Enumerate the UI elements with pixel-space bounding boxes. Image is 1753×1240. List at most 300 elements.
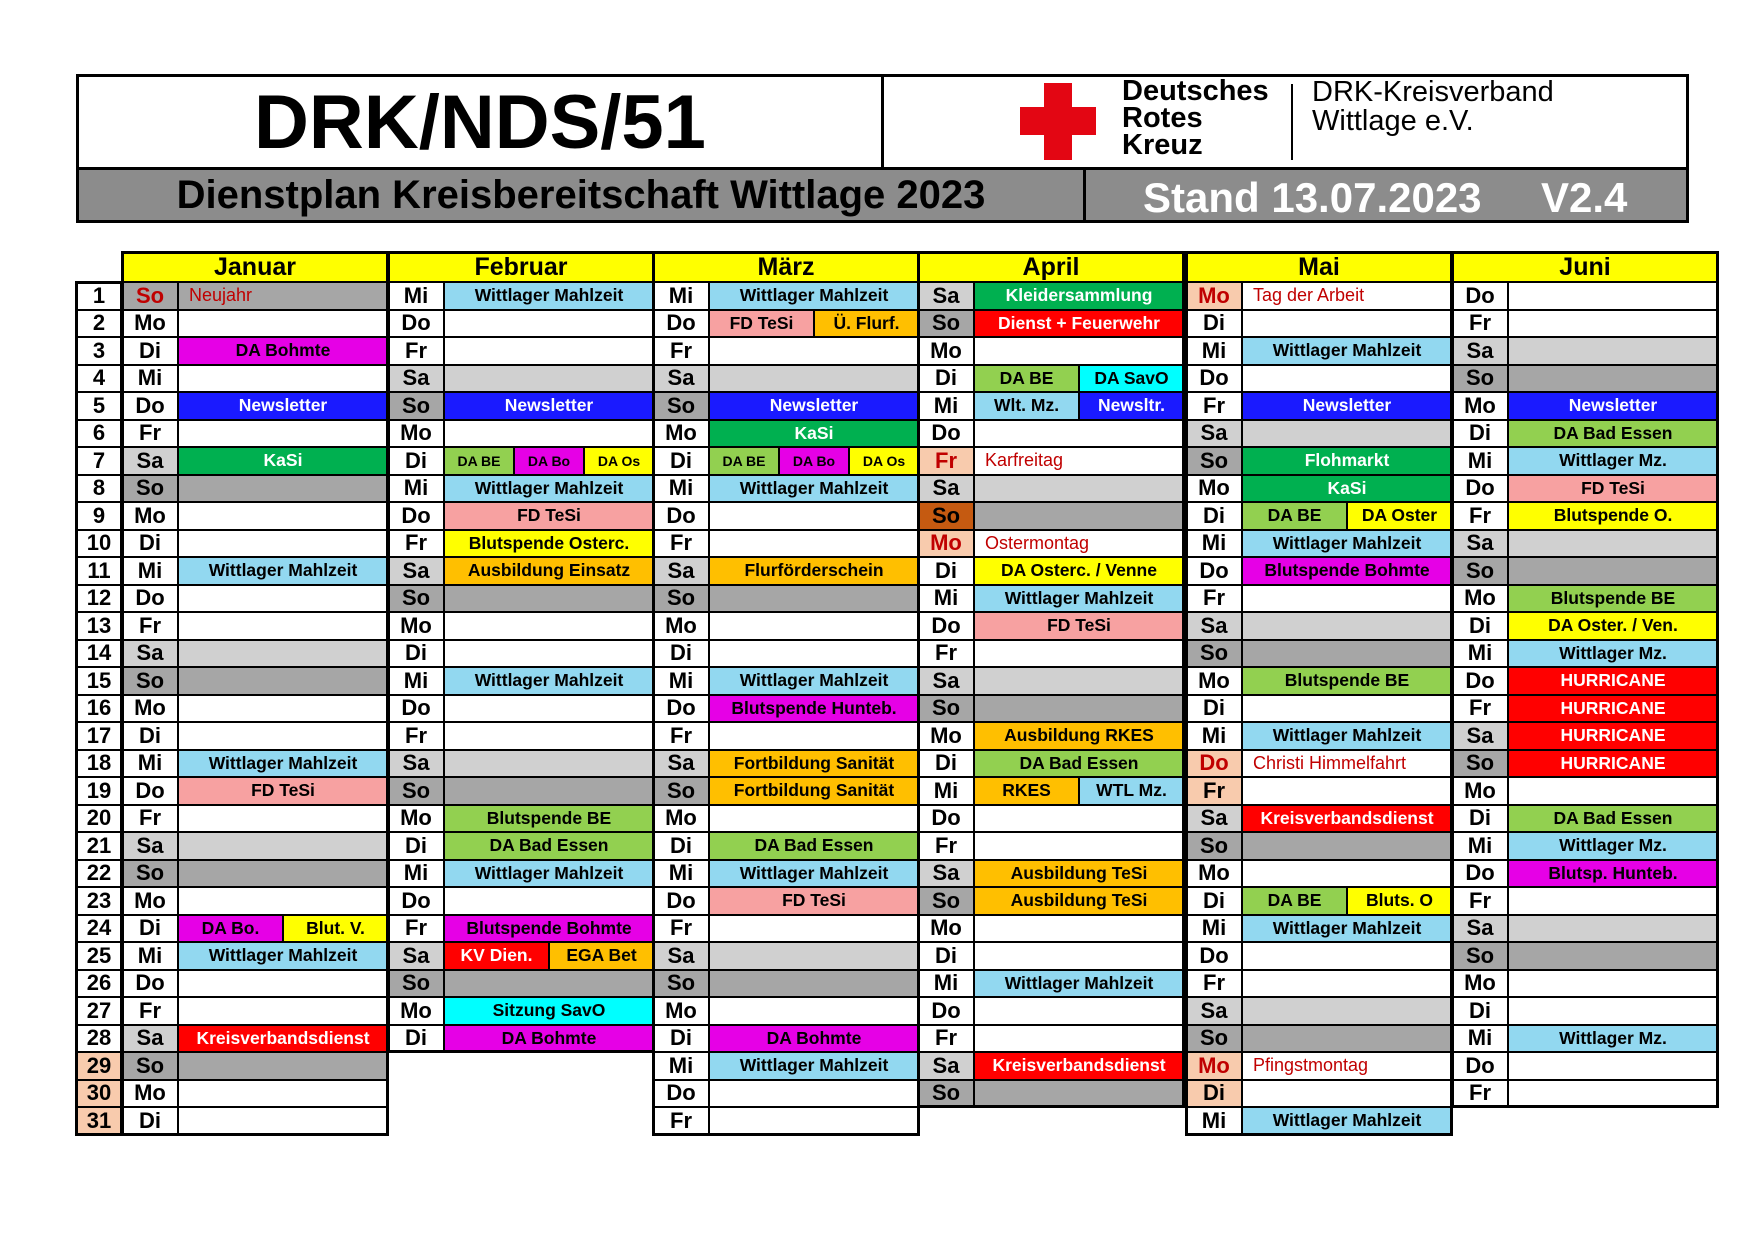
event-cell: Wittlager Mahlzeit	[444, 475, 654, 503]
weekday-cell: Sa	[653, 750, 709, 778]
event-cell-empty	[444, 640, 654, 668]
event-cell: Wittlager Mahlzeit	[178, 557, 388, 585]
day-number: 24	[76, 915, 122, 943]
event-cell: FD TeSi	[1508, 475, 1718, 503]
event-cell: Ausbildung TeSi	[974, 887, 1184, 915]
weekday-cell: Di	[1452, 997, 1508, 1025]
event-cell-empty	[974, 1080, 1184, 1108]
weekday-cell: Sa	[918, 860, 974, 888]
event-cell-empty	[1508, 557, 1718, 585]
event-cell-empty	[1508, 942, 1718, 970]
weekday-cell: So	[653, 970, 709, 998]
event-cell-empty	[444, 695, 654, 723]
event-cell: Newsltr.	[1079, 392, 1184, 420]
weekday-cell: Fr	[122, 997, 178, 1025]
event-cell: Wittlager Mahlzeit	[709, 282, 919, 310]
weekday-cell: Do	[1452, 1052, 1508, 1080]
event-cell-empty	[974, 832, 1184, 860]
weekday-cell: So	[388, 970, 444, 998]
weekday-cell: Do	[1186, 557, 1242, 585]
weekday-cell: Fr	[1452, 695, 1508, 723]
weekday-cell: Di	[1452, 420, 1508, 448]
month-header: Mai	[1186, 252, 1452, 282]
event-cell-empty	[178, 475, 388, 503]
event-cell: Newsletter	[709, 392, 919, 420]
weekday-cell: Mo	[918, 337, 974, 365]
event-cell: DA Osterc. / Venne	[974, 557, 1184, 585]
event-cell: Newsletter	[1508, 392, 1718, 420]
event-cell-empty	[178, 667, 388, 695]
weekday-cell: Do	[653, 502, 709, 530]
weekday-cell: Mo	[388, 805, 444, 833]
weekday-cell: Mo	[122, 695, 178, 723]
day-number: 16	[76, 695, 122, 723]
weekday-cell: Mi	[122, 365, 178, 393]
day-number: 10	[76, 530, 122, 558]
day-number: 11	[76, 557, 122, 585]
event-cell-empty	[1242, 860, 1452, 888]
weekday-cell: Di	[122, 1107, 178, 1135]
month-header: Juni	[1452, 252, 1718, 282]
weekday-cell: So	[1186, 832, 1242, 860]
event-cell: DA Bo	[514, 447, 584, 475]
weekday-cell: Di	[388, 447, 444, 475]
event-cell-empty	[178, 887, 388, 915]
day-number: 29	[76, 1052, 122, 1080]
event-cell: FD TeSi	[709, 887, 919, 915]
event-cell-empty	[444, 750, 654, 778]
weekday-cell: Sa	[918, 667, 974, 695]
event-cell: Bluts. O	[1347, 887, 1452, 915]
weekday-cell: Sa	[1186, 612, 1242, 640]
weekday-cell: Mo	[653, 805, 709, 833]
day-number: 12	[76, 585, 122, 613]
weekday-cell: Do	[1186, 750, 1242, 778]
org-name-line-1: Deutsches	[1122, 75, 1269, 107]
weekday-cell: Fr	[653, 1107, 709, 1135]
weekday-cell: Sa	[122, 1025, 178, 1053]
event-cell: DA Oster. / Ven.	[1508, 612, 1718, 640]
event-cell: DA BE	[709, 447, 779, 475]
day-number: 15	[76, 667, 122, 695]
event-cell-empty	[1242, 942, 1452, 970]
weekday-cell: Sa	[1452, 337, 1508, 365]
weekday-cell: Mi	[1186, 337, 1242, 365]
day-number: 14	[76, 640, 122, 668]
event-cell-empty	[709, 585, 919, 613]
event-cell-empty	[709, 1107, 919, 1135]
weekday-cell: Sa	[1186, 420, 1242, 448]
event-cell: DA Bo.	[178, 915, 283, 943]
weekday-cell: Mo	[1186, 1052, 1242, 1080]
weekday-cell: So	[122, 282, 178, 310]
weekday-cell: Do	[1452, 282, 1508, 310]
weekday-cell: Sa	[388, 750, 444, 778]
event-cell: DA Bad Essen	[974, 750, 1184, 778]
event-cell: Wittlager Mahlzeit	[444, 667, 654, 695]
weekday-cell: Fr	[653, 530, 709, 558]
weekday-cell: Mo	[388, 420, 444, 448]
event-cell-empty	[178, 530, 388, 558]
weekday-cell: Do	[1186, 942, 1242, 970]
event-cell-empty	[178, 997, 388, 1025]
event-cell: Ausbildung RKES	[974, 722, 1184, 750]
weekday-cell: So	[1186, 447, 1242, 475]
weekday-cell: Mi	[122, 557, 178, 585]
weekday-cell: Do	[388, 310, 444, 338]
event-cell-empty	[178, 502, 388, 530]
weekday-cell: Fr	[918, 447, 974, 475]
event-cell: Flohmarkt	[1242, 447, 1452, 475]
event-cell: DA Bad Essen	[1508, 805, 1718, 833]
weekday-cell: Sa	[1452, 915, 1508, 943]
event-cell: DA Bad Essen	[444, 832, 654, 860]
event-cell: DA Bad Essen	[1508, 420, 1718, 448]
weekday-cell: Do	[918, 805, 974, 833]
event-cell-empty	[444, 722, 654, 750]
event-cell-empty	[1242, 420, 1452, 448]
weekday-cell: Mo	[388, 612, 444, 640]
weekday-cell: Mo	[1186, 667, 1242, 695]
event-cell-empty	[1508, 530, 1718, 558]
event-cell: Wittlager Mahlzeit	[709, 860, 919, 888]
weekday-cell: Mo	[388, 997, 444, 1025]
weekday-cell: Fr	[1186, 585, 1242, 613]
weekday-cell: Di	[1186, 1080, 1242, 1108]
event-cell: Wittlager Mahlzeit	[444, 282, 654, 310]
weekday-cell: Mo	[122, 887, 178, 915]
weekday-cell: Mi	[122, 750, 178, 778]
weekday-cell: Mi	[388, 475, 444, 503]
weekday-cell: Mi	[653, 667, 709, 695]
event-cell: Ü. Flurf.	[814, 310, 919, 338]
weekday-cell: Do	[918, 420, 974, 448]
weekday-cell: Sa	[653, 557, 709, 585]
event-cell: Wittlager Mahlzeit	[1242, 1107, 1452, 1135]
event-cell: Kreisverbandsdienst	[1242, 805, 1452, 833]
event-cell-empty	[1242, 365, 1452, 393]
day-number: 30	[76, 1080, 122, 1108]
event-cell-empty	[974, 640, 1184, 668]
weekday-cell: Di	[918, 365, 974, 393]
day-number: 1	[76, 282, 122, 310]
weekday-cell: So	[1452, 557, 1508, 585]
weekday-cell: Mo	[653, 612, 709, 640]
weekday-cell: Do	[1186, 365, 1242, 393]
event-cell: KaSi	[178, 447, 388, 475]
weekday-cell: Do	[653, 1080, 709, 1108]
event-cell-empty	[178, 1052, 388, 1080]
event-cell: Flurförderschein	[709, 557, 919, 585]
event-cell-empty	[178, 612, 388, 640]
weekday-cell: Mo	[1452, 777, 1508, 805]
event-cell: DA Bad Essen	[709, 832, 919, 860]
weekday-cell: So	[653, 585, 709, 613]
weekday-cell: So	[1452, 365, 1508, 393]
weekday-cell: Di	[388, 1025, 444, 1053]
weekday-cell: Do	[918, 612, 974, 640]
day-number: 8	[76, 475, 122, 503]
weekday-cell: Mo	[1452, 392, 1508, 420]
event-cell-empty	[709, 970, 919, 998]
event-cell-empty	[444, 612, 654, 640]
event-cell: KaSi	[709, 420, 919, 448]
weekday-cell: Fr	[1186, 392, 1242, 420]
event-cell: FD TeSi	[709, 310, 814, 338]
weekday-cell: Mi	[1186, 722, 1242, 750]
weekday-cell: Mi	[388, 860, 444, 888]
weekday-cell: Di	[122, 722, 178, 750]
event-cell-empty	[709, 722, 919, 750]
event-cell: Blutsp. Hunteb.	[1508, 860, 1718, 888]
event-cell-empty	[444, 337, 654, 365]
weekday-cell: Do	[653, 695, 709, 723]
weekday-cell: Di	[1186, 502, 1242, 530]
event-cell-empty	[974, 997, 1184, 1025]
event-cell: DA Os	[849, 447, 919, 475]
event-cell: Blutspende O.	[1508, 502, 1718, 530]
weekday-cell: Fr	[388, 530, 444, 558]
event-cell-empty	[709, 612, 919, 640]
holiday-label: Pfingstmontag	[1242, 1052, 1452, 1080]
weekday-cell: Mi	[918, 970, 974, 998]
weekday-cell: Mi	[1452, 832, 1508, 860]
weekday-cell: Di	[653, 640, 709, 668]
event-cell: Kleidersammlung	[974, 282, 1184, 310]
weekday-cell: Sa	[653, 942, 709, 970]
event-cell-empty	[1508, 887, 1718, 915]
weekday-cell: Sa	[918, 1052, 974, 1080]
event-cell-empty	[1508, 915, 1718, 943]
weekday-cell: Fr	[1452, 502, 1508, 530]
weekday-cell: Di	[122, 337, 178, 365]
event-cell: Wittlager Mz.	[1508, 640, 1718, 668]
weekday-cell: Mo	[1186, 282, 1242, 310]
weekday-cell: So	[918, 310, 974, 338]
weekday-cell: Mo	[1452, 585, 1508, 613]
event-cell-empty	[1508, 365, 1718, 393]
weekday-cell: Di	[653, 832, 709, 860]
day-number: 4	[76, 365, 122, 393]
event-cell-empty	[178, 1080, 388, 1108]
event-cell: FD TeSi	[444, 502, 654, 530]
event-cell: Blutspende Osterc.	[444, 530, 654, 558]
event-cell-empty	[709, 530, 919, 558]
event-cell: Wittlager Mahlzeit	[1242, 915, 1452, 943]
weekday-cell: So	[918, 887, 974, 915]
event-cell-empty	[178, 805, 388, 833]
weekday-cell: Sa	[653, 365, 709, 393]
weekday-cell: Fr	[918, 1025, 974, 1053]
event-cell: Wittlager Mahlzeit	[178, 750, 388, 778]
weekday-cell: Sa	[122, 640, 178, 668]
event-cell: Wittlager Mahlzeit	[709, 475, 919, 503]
weekday-cell: Mo	[653, 420, 709, 448]
event-cell-empty	[444, 310, 654, 338]
event-cell: Sitzung SavO	[444, 997, 654, 1025]
weekday-cell: Fr	[653, 915, 709, 943]
day-number: 2	[76, 310, 122, 338]
version-label: V2.4	[1541, 174, 1628, 221]
event-cell-empty	[709, 942, 919, 970]
weekday-cell: Fr	[388, 722, 444, 750]
day-number: 31	[76, 1107, 122, 1135]
event-cell-empty	[178, 860, 388, 888]
event-cell: HURRICANE	[1508, 667, 1718, 695]
weekday-cell: Mi	[918, 777, 974, 805]
weekday-cell: Mo	[1452, 970, 1508, 998]
weekday-cell: Fr	[1452, 887, 1508, 915]
event-cell-empty	[709, 640, 919, 668]
weekday-cell: Do	[388, 695, 444, 723]
event-cell: Wittlager Mahlzeit	[444, 860, 654, 888]
event-cell: Kreisverbandsdienst	[178, 1025, 388, 1053]
weekday-cell: Sa	[1186, 805, 1242, 833]
weekday-cell: Mi	[1452, 447, 1508, 475]
weekday-cell: So	[388, 777, 444, 805]
weekday-cell: Mo	[1186, 475, 1242, 503]
event-cell-empty	[178, 640, 388, 668]
weekday-cell: Fr	[1186, 777, 1242, 805]
day-number: 22	[76, 860, 122, 888]
event-cell: Blutspende Bohmte	[1242, 557, 1452, 585]
day-number: 23	[76, 887, 122, 915]
event-cell: Newsletter	[178, 392, 388, 420]
weekday-cell: Di	[918, 750, 974, 778]
weekday-cell: So	[388, 585, 444, 613]
event-cell-empty	[974, 915, 1184, 943]
weekday-cell: Fr	[653, 337, 709, 365]
weekday-cell: Sa	[918, 282, 974, 310]
weekday-cell: Mi	[653, 1052, 709, 1080]
event-cell-empty	[1242, 310, 1452, 338]
day-number: 17	[76, 722, 122, 750]
event-cell-empty	[1508, 337, 1718, 365]
event-cell: Wittlager Mahlzeit	[1242, 722, 1452, 750]
event-cell: Ausbildung Einsatz	[444, 557, 654, 585]
event-cell-empty	[1508, 970, 1718, 998]
event-cell: Dienst + Feuerwehr	[974, 310, 1184, 338]
weekday-cell: Sa	[122, 832, 178, 860]
day-number: 13	[76, 612, 122, 640]
event-cell-empty	[709, 502, 919, 530]
event-cell: Blutspende Hunteb.	[709, 695, 919, 723]
weekday-cell: Di	[653, 447, 709, 475]
weekday-cell: Di	[918, 557, 974, 585]
day-number: 6	[76, 420, 122, 448]
weekday-cell: Fr	[122, 612, 178, 640]
org-name-line-3: Kreuz	[1122, 129, 1203, 161]
event-cell-empty	[178, 365, 388, 393]
event-cell: DA Bohmte	[444, 1025, 654, 1053]
event-cell-empty	[1508, 777, 1718, 805]
weekday-cell: Sa	[1452, 530, 1508, 558]
event-cell-empty	[974, 805, 1184, 833]
day-number: 19	[76, 777, 122, 805]
weekday-cell: Sa	[388, 942, 444, 970]
event-cell: DA BE	[974, 365, 1079, 393]
weekday-cell: Do	[653, 310, 709, 338]
event-cell: Blutspende Bohmte	[444, 915, 654, 943]
event-cell-empty	[974, 942, 1184, 970]
event-cell: Blut. V.	[283, 915, 388, 943]
event-cell-empty	[178, 420, 388, 448]
event-cell-empty	[709, 337, 919, 365]
event-cell-empty	[1242, 832, 1452, 860]
weekday-cell: So	[918, 695, 974, 723]
weekday-cell: Di	[918, 942, 974, 970]
kv-line-2: Wittlage e.V.	[1312, 105, 1474, 137]
event-cell: Wittlager Mahlzeit	[178, 942, 388, 970]
weekday-cell: Sa	[122, 447, 178, 475]
event-cell: Wittlager Mahlzeit	[974, 585, 1184, 613]
weekday-cell: So	[122, 860, 178, 888]
event-cell: Newsletter	[444, 392, 654, 420]
event-cell-empty	[444, 970, 654, 998]
event-cell: RKES	[974, 777, 1079, 805]
event-cell-empty	[1242, 970, 1452, 998]
org-name-line-2: Rotes	[1122, 102, 1203, 134]
event-cell: HURRICANE	[1508, 695, 1718, 723]
day-number: 5	[76, 392, 122, 420]
weekday-cell: Do	[918, 997, 974, 1025]
weekday-cell: Mo	[122, 1080, 178, 1108]
weekday-cell: Fr	[1186, 970, 1242, 998]
event-cell-empty	[1242, 1080, 1452, 1108]
event-cell-empty	[1242, 695, 1452, 723]
event-cell: Blutspende BE	[444, 805, 654, 833]
event-cell: Wittlager Mahlzeit	[1242, 337, 1452, 365]
event-cell: FD TeSi	[974, 612, 1184, 640]
weekday-cell: Fr	[388, 337, 444, 365]
weekday-cell: So	[918, 502, 974, 530]
day-number: 28	[76, 1025, 122, 1053]
event-cell-empty	[1508, 997, 1718, 1025]
event-cell: Wittlager Mahlzeit	[1242, 530, 1452, 558]
weekday-cell: So	[653, 392, 709, 420]
event-cell-empty	[178, 695, 388, 723]
event-cell: EGA Bet	[549, 942, 654, 970]
event-cell-empty	[178, 832, 388, 860]
event-cell-empty	[709, 805, 919, 833]
weekday-cell: Fr	[918, 832, 974, 860]
weekday-cell: Do	[122, 777, 178, 805]
event-cell: DA BE	[444, 447, 514, 475]
event-cell-empty	[1242, 777, 1452, 805]
month-header: März	[653, 252, 919, 282]
event-cell: DA Bo	[779, 447, 849, 475]
event-cell: Wittlager Mz.	[1508, 447, 1718, 475]
day-number: 7	[76, 447, 122, 475]
weekday-cell: Mi	[122, 942, 178, 970]
event-cell: DA Bohmte	[178, 337, 388, 365]
event-cell-empty	[444, 420, 654, 448]
event-cell: Newsletter	[1242, 392, 1452, 420]
event-cell: DA Oster	[1347, 502, 1452, 530]
holiday-label: Karfreitag	[974, 447, 1184, 475]
event-cell-empty	[444, 777, 654, 805]
weekday-cell: Di	[1452, 805, 1508, 833]
weekday-cell: Do	[122, 392, 178, 420]
event-cell-empty	[1508, 1080, 1718, 1108]
weekday-cell: So	[1186, 1025, 1242, 1053]
weekday-cell: Fr	[122, 420, 178, 448]
event-cell: Wittlager Mz.	[1508, 832, 1718, 860]
day-number: 21	[76, 832, 122, 860]
event-cell-empty	[974, 1025, 1184, 1053]
stand-date: Stand 13.07.2023	[1143, 174, 1482, 221]
weekday-cell: Di	[122, 530, 178, 558]
